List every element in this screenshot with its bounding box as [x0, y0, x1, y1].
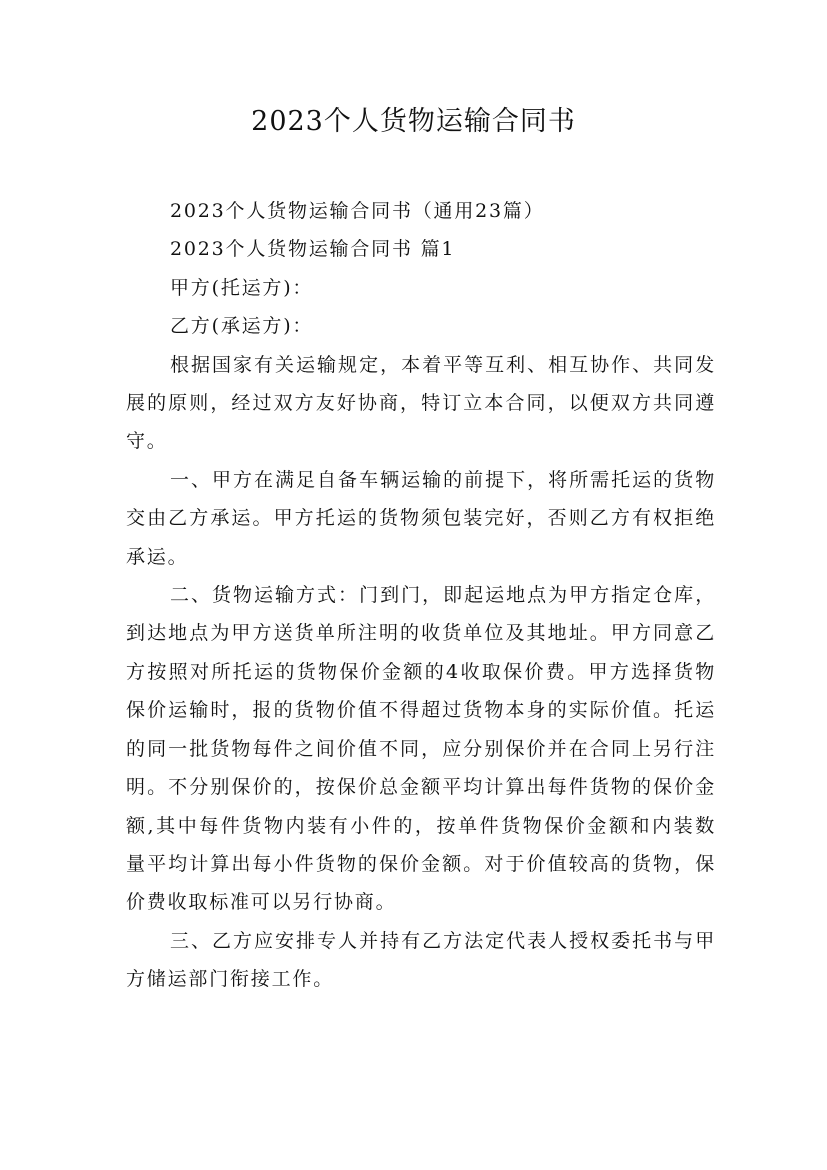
party-b-line: 乙方(承运方)：	[170, 315, 314, 338]
section-heading: 2023个人货物运输合同书 篇1	[170, 238, 456, 261]
document-body	[126, 192, 716, 999]
party-a-line: 甲方(托运方)：	[170, 276, 314, 299]
preamble-paragraph: 根据国家有关运输规定，本着平等互利、相互协作、共同发展的原则，经过双方友好协商，特订立本合同，以便双方共同遵守。	[126, 353, 716, 453]
clause-2-paragraph: 二、货物运输方式：门到门，即起运地点为甲方指定仓库，到达地点为甲方送货单所注明的收货单位及其地址。甲方同意乙方按照对所托运的货物保价金额的4收取保价费。甲方选择货物保价运输时，报的货物价值不得超过货物本身的实际价值。托运的同一批货物每件之间价值不同，应分别保价并在合同上另行注明。不分别保价的，按保价总金额平均计算出每件货物的保价金额,其中每件货物内装有小件的，按单件货物保价金额和内装数量平均计算出每小件货物的保价金额。对于价值较高的货物，保价费收取标准可以另行协商。	[126, 584, 716, 914]
subtitle-line: 2023个人货物运输合同书（通用23篇）	[170, 200, 545, 222]
clause-1-paragraph: 一、甲方在满足自备车辆运输的前提下，将所需托运的货物交由乙方承运。甲方托运的货物须包装完好，否则乙方有权拒绝承运。	[126, 468, 716, 568]
document-title: 2023个人货物运输合同书	[251, 106, 576, 137]
clause-3-paragraph: 三、乙方应安排专人并持有乙方法定代表人授权委托书与甲方储运部门衔接工作。	[126, 929, 716, 991]
